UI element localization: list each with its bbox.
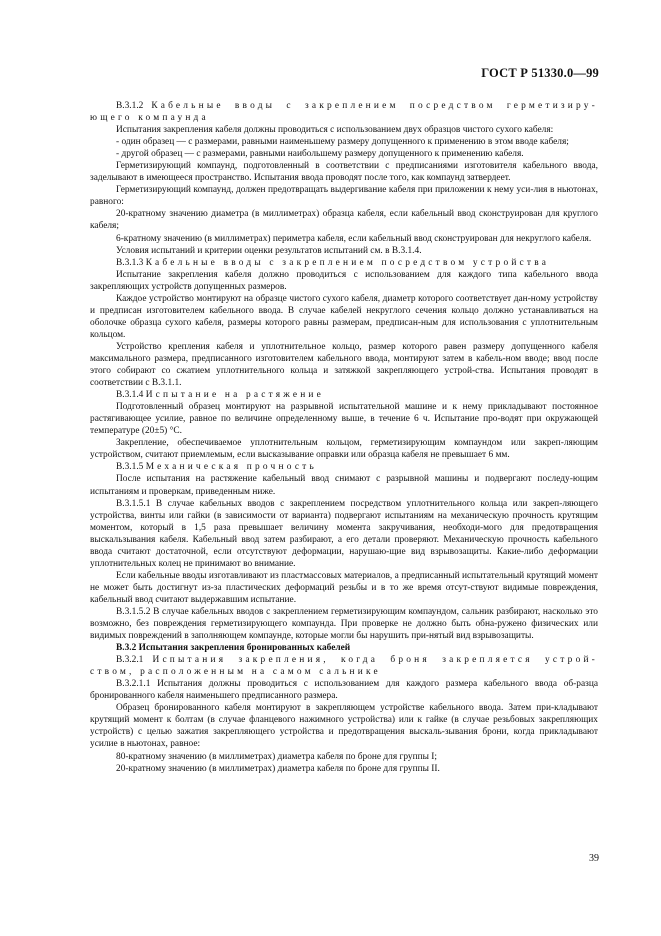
paragraph: В.3.1.5.1 В случае кабельных вводов с закреплением посредством уплотнительного кольца или закреп-ляющего устройства, винты или гайки (в зависимости от варианта) подвергают испытаниям на механическую прочность крутящим моментом, который в 1,5 раза превышает величину момента закручивания, необходи-мого для предотвращения выскальзывания кабеля. Кабельный ввод затем разбирают, а его детали проверяют. Механическую прочность кабельного ввода считают достаточной, если отсутствуют деформации, нарушаю-щие вид взрывозащиты. Какие-либо деформации уплотнительных колец не принимают во внимание. (90, 498, 598, 569)
document-body (90, 100, 598, 775)
section-title: Испытание на растяжение (145, 390, 324, 401)
paragraph: В.3.1.5.2 В случае кабельных вводов с закреплением герметизирующим компаундом, сальник разбирают, насколько это возможно, без повреждения герметизирующего компаунда. При проверке не должно быть обна-ружено физических или видимых повреждений в заполняющем компаунде, которые могли бы нарушить при-нятый вид взрывозащиты. (90, 606, 598, 642)
section-title: Испытания закрепления, когда броня закрепляется устрой-ством, расположенным на самом сальнике (90, 655, 599, 678)
paragraph: В.3.2.1.1 Испытания должны проводиться с использованием для каждого размера кабельного ввода об-разца бронированного кабеля наименьшего предписанного размера. (90, 679, 598, 702)
section-title: Кабельные вводы с закреплением посредством герметизиру-ющего компаунда (90, 101, 599, 124)
section-number: В.3.1.3 (116, 257, 144, 268)
paragraph: Герметизирующий компаунд, должен предотвращать выдергивание кабеля при приложении к нему уси-лия в ньютонах, равного: (90, 185, 598, 208)
paragraph: Условия испытаний и критерии оценки результатов испытаний см. в В.3.1.4. (116, 245, 422, 256)
paragraph: Если кабельные вводы изготавливают из пластмассовых материалов, а предписанный испытательный крутящий момент не может быть достигнут из-за пластических деформаций резьбы и в то же время отсут-ствуют видимые повреждения, кабельный ввод считают выдержавшим испытание. (90, 570, 598, 605)
paragraph: 20-кратному значению диаметра (в миллиметрах) образца кабеля, если кабельный ввод сконструирован для круглого кабеля; (90, 209, 598, 232)
paragraph: 80-кратному значению (в миллиметрах) диаметра кабеля по броне для группы I; (116, 751, 438, 762)
paragraph: Испытания закрепления кабеля должны проводиться с использованием двух образцов чистого сухого кабеля: (116, 125, 554, 136)
section-heading-b3-1-5 (90, 461, 598, 473)
section-number: В.3.2.1 (116, 655, 144, 666)
paragraph: Образец бронированного кабеля монтируют в закрепляющем устройстве кабельного ввода. Затем при-кладывают крутящий момент к болтам (в случае фланцевого нажимного устройства) или к гайке (в случае резьбовых закрепляющих устройств) с целью зажатия закрепляющего устройства и предотвращения выскаль-зывания брони, когда прикладывают усилие в ньютонах, равное: (90, 703, 598, 750)
list-item: - один образец — с размерами, равными наименьшему размеру допущенного к применению в этом вводе кабеля; (116, 137, 569, 148)
paragraph: 20-кратному значению (в миллиметрах) диаметра кабеля по броне для группы II. (116, 763, 440, 774)
section-title: Кабельные вводы с закреплением посредством устройства (145, 257, 550, 268)
paragraph: Герметизирующий компаунд, подготовленный в соответствии с предписаниями изготовителя кабельного ввода, заделывают в имеющееся пространство. Испытания ввода проводят после того, как компаунд затвердеет. (90, 161, 598, 184)
section-heading-b3-1-3 (90, 257, 598, 269)
paragraph: Испытание закрепления кабеля должно проводиться с использованием для каждого типа кабельного ввода закрепляющих устройств допущенных размеров. (90, 269, 598, 292)
list-item: - другой образец — с размерами, равными наибольшему размеру допущенного к применению кабеля. (116, 149, 524, 160)
page-number: 39 (589, 853, 599, 864)
section-number: В.3.1.5 (116, 462, 144, 473)
paragraph: 6-кратному значению (в миллиметрах) периметра кабеля, если кабельный ввод сконструирован для некруглого кабеля. (116, 233, 592, 244)
paragraph: Подготовленный образец монтируют на разрывной испытательной машине и к нему прикладывают постоянное растягивающее усилие, равное по величине определенному выше, в течение 6 ч. Испытание про-водят при окружающей температуре (20±5) °С. (90, 402, 598, 437)
section-number: В.3.1.2 (116, 101, 144, 111)
document-header: ГОСТ Р 51330.0—99 (481, 66, 599, 80)
section-heading-b3-1-2 (90, 100, 598, 124)
paragraph: После испытания на растяжение кабельный ввод снимают с разрывной машины и подвергают последу-ющим испытаниям и проверкам, приведенным ниже. (90, 474, 598, 497)
paragraph: Устройство крепления кабеля и уплотнительное кольцо, размер которого равен размеру допущенного кабеля максимального размера, предписанного изготовителем кабельного ввода, монтируют затем в кабель-ном вводе; ввод после этого собирают со сжатием уплотнительного кольца и затяжкой закрепляющего устрой-ства. Испытания проводят в соответствии с В.3.1.1. (90, 341, 598, 389)
section-title: Механическая прочность (145, 462, 317, 473)
paragraph: Закрепление, обеспечиваемое уплотнительным кольцом, герметизирующим компаундом или закреп-ляющим устройством, считают приемлемым, если высказывание оправки или образца кабеля не превышает 6 мм. (90, 438, 598, 461)
paragraph: Каждое устройство монтируют на образце чистого сухого кабеля, диаметр которого соответствует дан-ному устройству и предписан изготовителем кабельного ввода. В случае кабелей некруглого сечения кольцо должно устанавливаться на оболочке образца сухого кабеля, размеры которого равны размерам, предписан-ным для использования с уплотнительным кольцом. (90, 293, 598, 340)
section-number: В.3.1.4 (116, 390, 144, 401)
section-heading-b3-2-1 (90, 654, 598, 678)
section-heading-b3-1-4 (90, 389, 598, 401)
section-heading-b3-2: В.3.2 Испытания закрепления бронированных кабелей (116, 643, 351, 654)
